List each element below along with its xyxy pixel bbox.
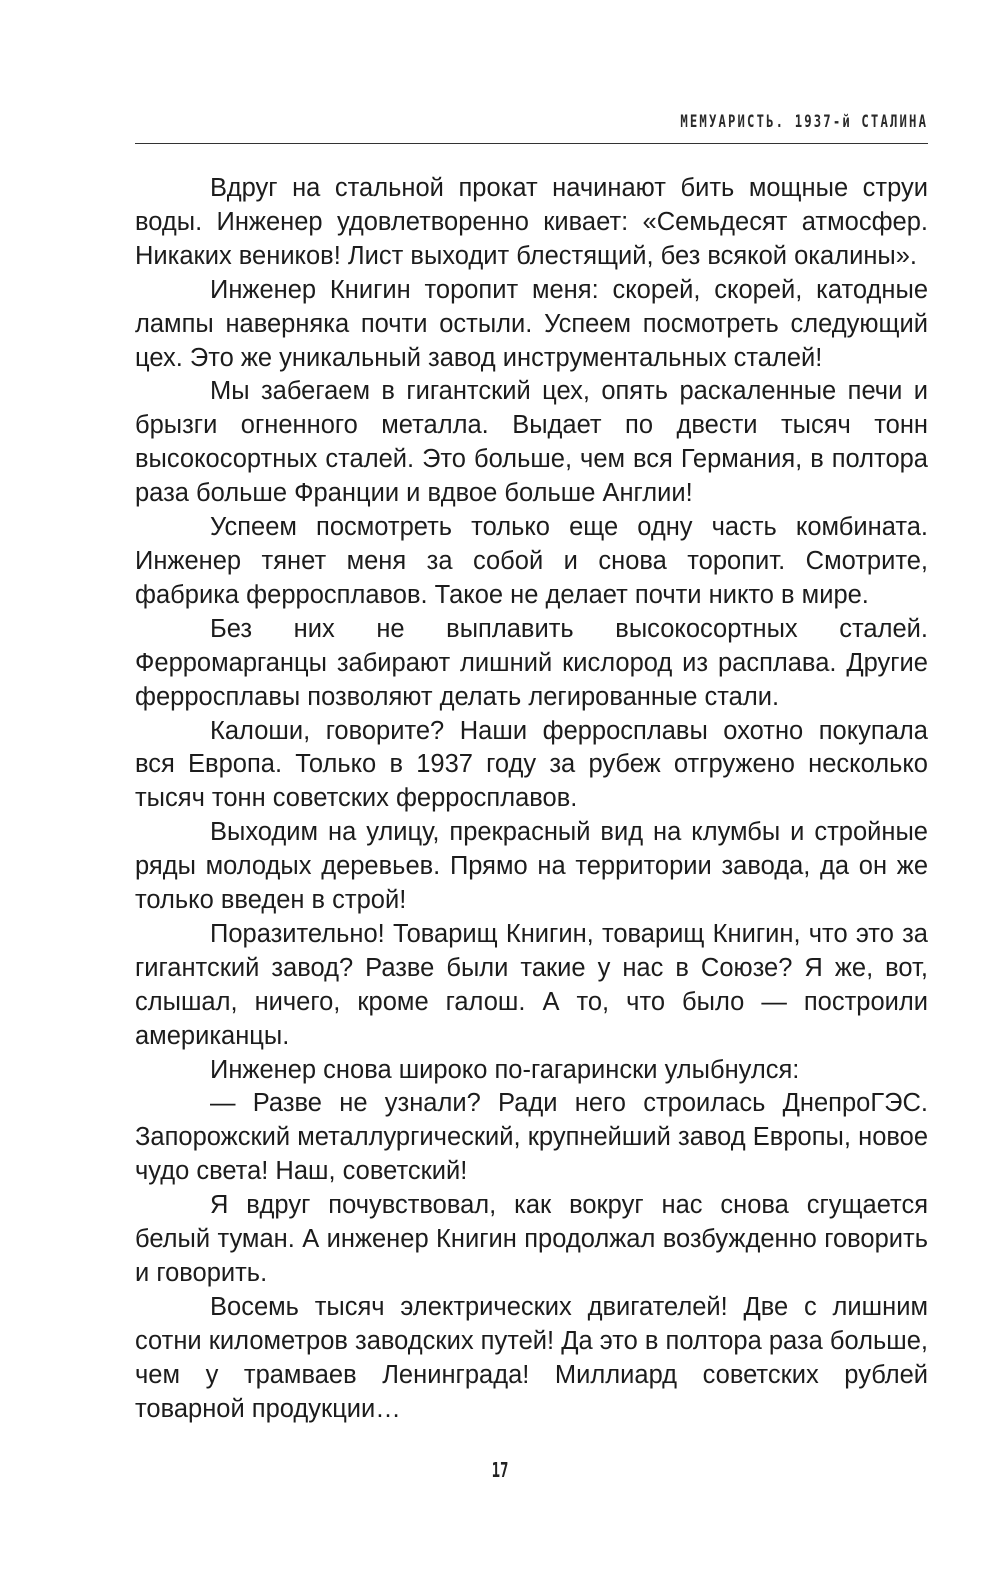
paragraph: Поразительно! Товарищ Книгин, товарищ Книгин, что это за гигантский завод? Разве были такие у нас в Союзе? Я же, вот, слышал, ничего, кроме галош. А то, что было — построили американцы. bbox=[135, 919, 928, 1050]
header-rule bbox=[135, 143, 928, 144]
page-number: 17 bbox=[491, 1458, 509, 1482]
running-head: МЕМУАРИСТЬ. 1937-й СТАЛИНА bbox=[680, 112, 928, 132]
paragraph: Успеем посмотреть только еще одну часть комбината. Инженер тянет меня за собой и снова торопит. Смотрите, фабрика ферросплавов. Такое не делает почти никто в мире. bbox=[135, 513, 928, 609]
body-text bbox=[135, 172, 928, 1427]
dialogue-paragraph: — Разве не узнали? Ради него строилась ДнепроГЭС. Запорожский металлургический, крупнейший завод Европы, новое чудо света! Наш, советский! bbox=[135, 1089, 928, 1186]
paragraph: Выходим на улицу, прекрасный вид на клумбы и стройные ряды молодых деревьев. Прямо на территории завода, да он же только введен в строй! bbox=[135, 818, 928, 915]
paragraph: Мы забегаем в гигантский цех, опять раскаленные печи и брызги огненного металла. Выдает по двести тысяч тонн высокосортных сталей. Это больше, чем вся Германия, в полтора раза больше Франции и вдвое больше Англии! bbox=[135, 377, 928, 508]
paragraph: Калоши, говорите? Наши ферросплавы охотно покупала вся Европа. Только в 1937 году за рубеж отгружено несколько тысяч тонн советских ферросплавов. bbox=[135, 716, 928, 813]
paragraph: Я вдруг почувствовал, как вокруг нас снова сгущается белый туман. А инженер Книгин продолжал возбужденно говорить и говорить. bbox=[135, 1191, 928, 1287]
paragraph: Инженер Книгин торопит меня: скорей, скорей, катодные лампы наверняка почти остыли. Успеем посмотреть следующий цех. Это же уникальный завод инструментальных сталей! bbox=[135, 275, 928, 372]
paragraph: Инженер снова широко по-гагарински улыбнулся: bbox=[210, 1055, 800, 1084]
paragraph: Восемь тысяч электрических двигателей! Две с лишним сотни километров заводских путей! Да это в полтора раза больше, чем у трамваев Ленинграда! Миллиард советских рублей товарной продукции… bbox=[135, 1292, 928, 1423]
paragraph: Вдруг на стальной прокат начинают бить мощные струи воды. Инженер удовлетворенно кивает: «Семьдесят атмосфер. Никаких веников! Лист выходит блестящий, без всякой окалины». bbox=[135, 174, 928, 270]
paragraph: Без них не выплавить высокосортных сталей. Ферромарганцы забирают лишний кислород из расплава. Другие ферросплавы позволяют делать легированные стали. bbox=[135, 614, 928, 711]
